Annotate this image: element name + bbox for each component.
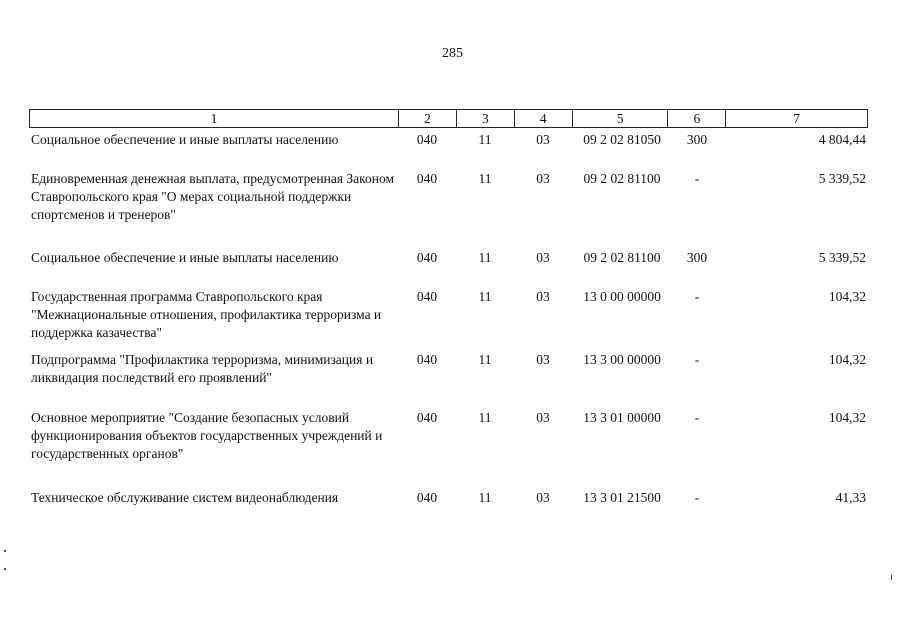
row-col-7: 41,33 (835, 490, 866, 505)
row-col-2: 040 (416, 352, 438, 367)
header-col-7: 7 (725, 110, 867, 127)
row-col-3: 11 (478, 490, 492, 505)
row-col-3: 11 (478, 132, 492, 147)
row-col-5: 09 2 02 81100 (583, 171, 661, 186)
table-header (29, 109, 868, 128)
page-number: 285 (442, 46, 463, 61)
row-name: Социальное обеспечение и иные выплаты населению (31, 250, 339, 265)
header-col-1: 1 (210, 111, 218, 126)
table-row (29, 351, 868, 387)
row-col-3: 11 (478, 410, 492, 425)
row-col-6: 300 (686, 132, 708, 147)
row-col-2: 040 (416, 250, 438, 265)
row-col-5: 13 3 00 00000 (583, 352, 661, 367)
row-col-5: 13 0 00 00000 (583, 289, 661, 304)
row-col-6: - (694, 171, 700, 186)
row-col-4: 03 (536, 289, 550, 304)
row-col-7: 104,32 (828, 289, 866, 304)
row-col-4: 03 (536, 410, 550, 425)
row-col-3: 11 (478, 352, 492, 367)
row-col-4: 03 (536, 132, 550, 147)
row-col-2: 040 (416, 132, 438, 147)
header-col-5: 5 (572, 110, 668, 127)
header-col-2: 2 (398, 110, 456, 127)
scan-speck (4, 568, 6, 570)
row-name: Государственная программа Ставропольского края "Межнациональные отношения, профилактика терроризма и поддержка казачества" (31, 289, 382, 340)
table-row (29, 409, 868, 463)
row-col-5: 09 2 02 81050 (583, 132, 661, 147)
row-col-6: - (694, 352, 700, 367)
row-col-6: - (694, 490, 700, 505)
row-col-2: 040 (416, 490, 438, 505)
row-col-5: 09 2 02 81100 (583, 250, 661, 265)
row-name: Социальное обеспечение и иные выплаты населению (31, 132, 339, 147)
row-col-4: 03 (536, 250, 550, 265)
row-col-4: 03 (536, 352, 550, 367)
row-col-7: 104,32 (828, 410, 866, 425)
row-col-2: 040 (416, 289, 438, 304)
table-row (29, 131, 868, 149)
row-name: Единовременная денежная выплата, предусмотренная Законом Ставропольского края "О мерах социальной поддержки спортсменов и тренеров" (31, 171, 395, 222)
scan-speck (891, 575, 892, 580)
scan-speck (4, 550, 6, 552)
row-name: Основное мероприятие "Создание безопасных условий функционирования объектов государственных учреждений и государственных органов" (31, 410, 383, 461)
row-col-3: 11 (478, 171, 492, 186)
table-row (29, 489, 868, 507)
row-name: Техническое обслуживание систем видеонаблюдения (31, 490, 339, 505)
row-col-6: - (694, 289, 700, 304)
table-row (29, 288, 868, 342)
header-col-6: 6 (667, 110, 725, 127)
row-col-7: 104,32 (828, 352, 866, 367)
row-col-4: 03 (536, 171, 550, 186)
row-col-3: 11 (478, 289, 492, 304)
header-col-4: 4 (514, 110, 572, 127)
row-col-5: 13 3 01 00000 (583, 410, 661, 425)
row-col-7: 5 339,52 (818, 171, 866, 186)
row-col-2: 040 (416, 410, 438, 425)
row-col-6: - (694, 410, 700, 425)
header-col-3: 3 (456, 110, 514, 127)
row-col-6: 300 (686, 250, 708, 265)
row-col-7: 4 804,44 (818, 132, 866, 147)
table-row (29, 249, 868, 267)
row-name: Подпрограмма "Профилактика терроризма, минимизация и ликвидация последствий его проявлений" (31, 352, 374, 385)
budget-table (29, 109, 868, 505)
row-col-4: 03 (536, 490, 550, 505)
row-col-5: 13 3 01 21500 (583, 490, 661, 505)
row-col-7: 5 339,52 (818, 250, 866, 265)
row-col-3: 11 (478, 250, 492, 265)
table-row (29, 170, 868, 224)
row-col-2: 040 (416, 171, 438, 186)
